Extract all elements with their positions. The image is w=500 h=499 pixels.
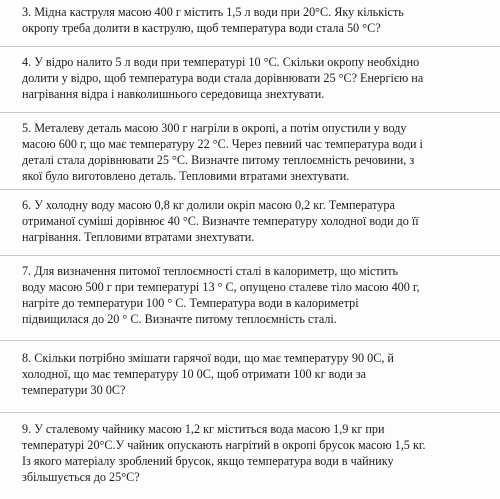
problem-3-line-1: 3. Мідна каструля масою 400 г містить 1,5 л води при 20°С. Яку кількість [22, 5, 404, 19]
problem-5-line-1: 5. Металеву деталь масою 300 г нагріли в окропі, а потім опустили у воду [22, 121, 407, 135]
problem-6-line-2: отриманої суміші дорівнює 40 °С. Визначте температуру холодної води до її [22, 214, 419, 228]
problem-7-line-3: нагріте до температури 100 ° С. Температура води в калориметрі [22, 296, 359, 310]
problem-7-line-1: 7. Для визначення питомої теплоємності сталі в калориметр, що містить [22, 264, 399, 278]
divider [0, 189, 500, 190]
problem-8-line-1: 8. Скільки потрібно змішати гарячої води, що має температуру 90 0С, й [22, 351, 394, 365]
problem-8 [22, 350, 484, 398]
problem-5-line-2: масою 600 г, що має температуру 22 °С. Через певний час температура води і [22, 137, 423, 151]
problem-5-line-4: якої було виготовлено деталь. Тепловими втратами знехтувати. [22, 169, 350, 183]
problem-8-line-3: температури 30 0С? [22, 383, 126, 397]
problem-9-line-4: збільшується до 25°С? [22, 470, 140, 484]
problem-9-line-3: Із якого матеріалу зроблений брусок, якщо температура води в чайнику [22, 454, 394, 468]
problem-8-line-2: холодної, що має температуру 10 0С, щоб отримати 100 кг води за [22, 367, 367, 381]
problem-4-line-1: 4. У відро налито 5 л води при температурі 10 °С. Скільки окропу необхідно [22, 55, 420, 69]
problem-9-line-2: температурі 20°С.У чайник опускають нагрітий в окропі брусок масою 1,5 кг. [22, 438, 426, 452]
problem-7-line-4: підвищилася до 20 ° С. Визначте питому теплоємність сталі. [22, 312, 337, 326]
problem-7 [22, 263, 484, 327]
problem-6 [22, 197, 484, 245]
problem-9-line-1: 9. У сталевому чайнику масою 1,2 кг міститься вода масою 1,9 кг при [22, 422, 385, 436]
divider [0, 412, 500, 413]
problem-5-line-3: деталі стала дорівнювати 25 °С. Визначте питому теплоємність речовини, з [22, 153, 415, 167]
problem-4 [22, 54, 484, 102]
problem-6-line-1: 6. У холодну воду масою 0,8 кг долили окріп масою 0,2 кг. Температура [22, 198, 395, 212]
problem-3-line-2: окропу треба долити в каструлю, щоб температура води стала 50 °С? [22, 21, 381, 35]
problem-7-line-2: воду масою 500 г при температурі 13 ° С, опущено сталеве тіло масою 400 г, [22, 280, 420, 294]
problem-4-line-3: нагрівання відра і навколишнього середовища знехтувати. [22, 87, 325, 101]
problem-9 [22, 421, 484, 485]
divider [0, 255, 500, 256]
problem-5 [22, 120, 484, 184]
problem-4-line-2: долити у відро, щоб температура води стала дорівнювати 25 °С? Енергією на [22, 71, 424, 85]
problem-6-line-3: нагрівання. Тепловими втратами знехтувати. [22, 230, 255, 244]
divider [0, 46, 500, 47]
problem-3 [22, 4, 484, 36]
divider [0, 112, 500, 113]
divider [0, 340, 500, 341]
